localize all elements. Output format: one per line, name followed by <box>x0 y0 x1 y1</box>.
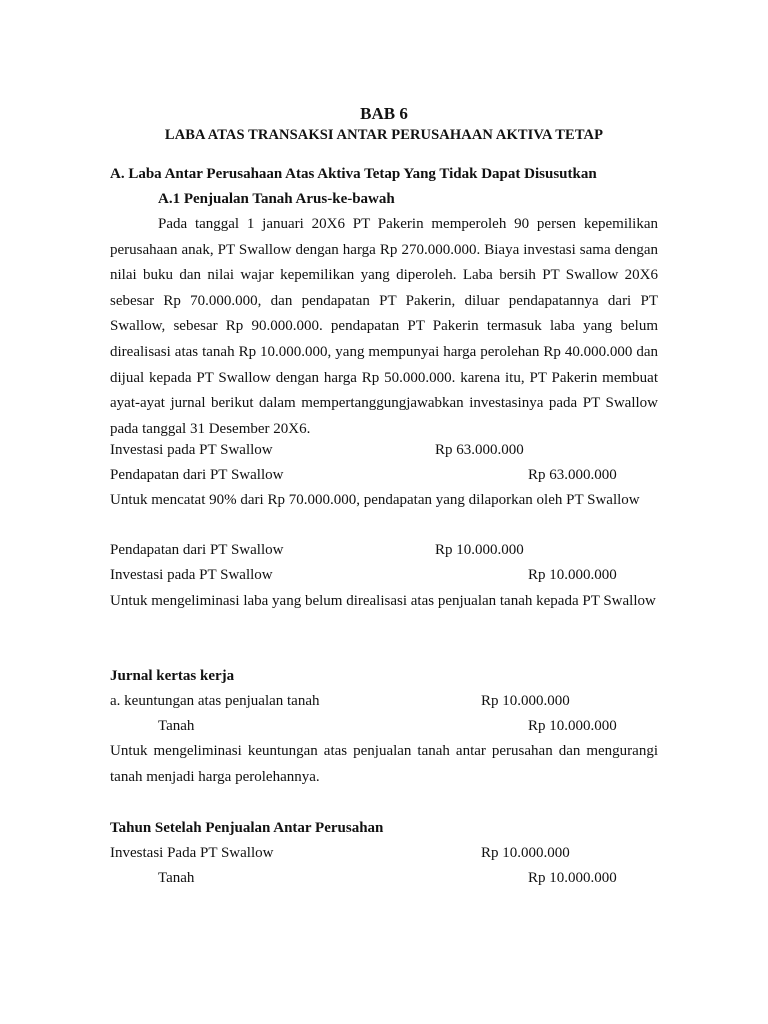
journal-1-credit-row <box>110 467 658 487</box>
section-a-heading: A. Laba Antar Perusahaan Atas Aktiva Tetap Yang Tidak Dapat Disusutkan <box>110 166 597 182</box>
worksheet-debit-row <box>110 693 658 713</box>
section-a1-subheading: A.1 Penjualan Tanah Arus-ke-bawah <box>158 191 395 207</box>
journal-1-credit-account: Pendapatan dari PT Swallow <box>110 467 284 483</box>
worksheet-credit-amount: Rp 10.000.000 <box>528 718 617 734</box>
following-year-debit-row <box>110 845 658 865</box>
document-page <box>110 0 658 1024</box>
journal-1-credit-amount: Rp 63.000.000 <box>528 467 617 483</box>
worksheet-note: Untuk mengeliminasi keuntungan atas penjualan tanah antar perusahan dan mengurangi tanah menjadi harga perolehannya. <box>110 743 658 785</box>
worksheet-debit-account: a. keuntungan atas penjualan tanah <box>110 693 320 709</box>
following-year-credit-amount: Rp 10.000.000 <box>528 870 617 886</box>
journal-2-credit-amount: Rp 10.000.000 <box>528 567 617 583</box>
journal-2-credit-row <box>110 567 658 587</box>
following-year-debit-account: Investasi Pada PT Swallow <box>110 845 274 861</box>
following-year-debit-amount: Rp 10.000.000 <box>481 845 570 861</box>
chapter-subtitle: LABA ATAS TRANSAKSI ANTAR PERUSAHAAN AKTIVA TETAP <box>164 127 604 143</box>
journal-1-debit-row <box>110 442 658 462</box>
worksheet-debit-amount: Rp 10.000.000 <box>481 693 570 709</box>
journal-2-note: Untuk mengeliminasi laba yang belum direalisasi atas penjualan tanah kepada PT Swallow <box>110 593 656 609</box>
section-a1-paragraph <box>110 212 658 442</box>
chapter-title: BAB 6 <box>360 104 408 123</box>
journal-2-credit-account: Investasi pada PT Swallow <box>110 567 273 583</box>
paragraph-text: Pada tanggal 1 januari 20X6 PT Pakerin memperoleh 90 persen kepemilikan perusahaan anak, PT Swallow dengan harga Rp 270.000.000. Biaya investasi sama dengan nilai buku dan nilai wajar kepemilikan yang diperoleh. Laba bersih PT Swallow 20X6 sebesar Rp 70.000.000, dan pendapatan PT Pakerin, diluar pendapatannya dari PT Swallow, sebesar Rp 90.000.000. pendapatan PT Pakerin termasuk laba yang belum direalisasi atas tanah Rp 10.000.000, yang mempunyai harga perolehan Rp 40.000.000 dan dijual kepada PT Swallow dengan harga Rp 50.000.000. karena itu, PT Pakerin membuat ayat-ayat jurnal berikut dalam mempertanggungjawabkan investasinya pada PT Swallow pada tanggal 31 Desember 20X6. <box>110 216 658 437</box>
worksheet-heading: Jurnal kertas kerja <box>110 668 235 684</box>
worksheet-credit-account: Tanah <box>158 718 195 734</box>
worksheet-credit-row <box>110 718 658 738</box>
following-year-heading: Tahun Setelah Penjualan Antar Perusahan <box>110 820 384 836</box>
journal-1-debit-amount: Rp 63.000.000 <box>435 442 524 458</box>
journal-1-debit-account: Investasi pada PT Swallow <box>110 442 273 458</box>
journal-1-note: Untuk mencatat 90% dari Rp 70.000.000, pendapatan yang dilaporkan oleh PT Swallow <box>110 492 640 508</box>
journal-2-debit-amount: Rp 10.000.000 <box>435 542 524 558</box>
journal-2-debit-row <box>110 542 658 562</box>
following-year-credit-row <box>110 870 658 890</box>
following-year-credit-account: Tanah <box>158 870 195 886</box>
journal-2-debit-account: Pendapatan dari PT Swallow <box>110 542 284 558</box>
